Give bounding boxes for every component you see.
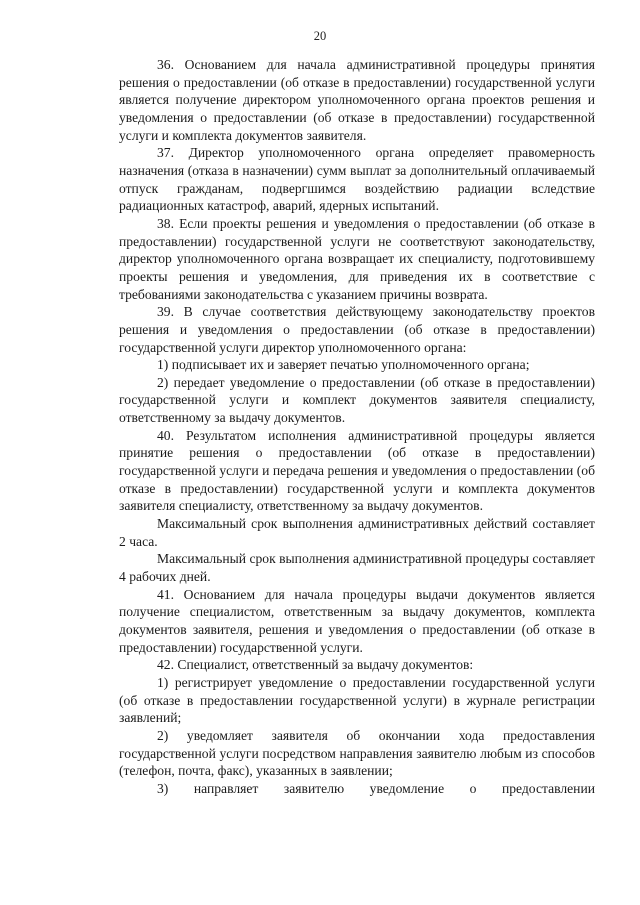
- paragraph-42: 42. Специалист, ответственный за выдачу документов:: [157, 657, 474, 673]
- paragraph-42-item-1: 1) регистрирует уведомление о предоставлении государственной услуги (об отказе в предоставлении государственной услуги) в журнале регистрации заявлений;: [119, 674, 595, 726]
- paragraph-40: 40. Результатом исполнения административной процедуры является принятие решения о предоставлении (об отказе в предоставлении) государственной услуги и передача решения и уведомления о предоставлении (об отказе в предоставлении) государственной услуги и комплекта документов заявителя специалисту, ответственному за выдачу документов.: [119, 427, 595, 514]
- paragraph-max-time-procedure: Максимальный срок выполнения административной процедуры составляет 4 рабочих дней.: [119, 551, 595, 585]
- paragraph-39-item-1: 1) подписывает их и заверяет печатью уполномоченного органа;: [157, 357, 530, 373]
- paragraph-max-time-actions: Максимальный срок выполнения административных действий составляет 2 часа.: [119, 516, 595, 549]
- page-number: 20: [313, 29, 327, 43]
- paragraph-38: 38. Если проекты решения и уведомления о предоставлении (об отказе в предоставлении) государственной услуги не соответствуют законодательству, директор уполномоченного органа возвращает их специалисту, подготовившему проекты решения и уведомления, для приведения их в соответствие с требованиями законодательства с указанием причины возврата.: [119, 215, 595, 302]
- paragraph-39-item-2: 2) передает уведомление о предоставлении (об отказе в предоставлении) государственной услуги и комплект документов заявителя специалисту, ответственному за выдачу документов.: [119, 374, 595, 426]
- paragraph-37: 37. Директор уполномоченного органа определяет правомерность назначения (отказа в назначении) сумм выплат за дополнительный оплачиваемый отпуск гражданам, подвергшимся воздействию радиации вследствие радиационных катастроф, аварий, ядерных испытаний.: [119, 145, 595, 214]
- paragraph-39: 39. В случае соответствия действующему законодательству проектов решения и уведомления о предоставлении (об отказе в предоставлении) государственной услуги директор уполномоченного органа:: [119, 304, 595, 355]
- paragraph-36: 36. Основанием для начала административной процедуры принятия решения о предоставлении (об отказе в предоставлении) государственной услуги является получение директором уполномоченного органа проектов решения и уведомления о предоставлении (об отказе в предоставлении) государственной услуги и комплекта документов заявителя.: [119, 57, 595, 143]
- document-body: [119, 56, 595, 798]
- paragraph-41: 41. Основанием для начала процедуры выдачи документов является получение специалистом, ответственным за выдачу документов, комплекта документов заявителя, решения и уведомления о предоставлении (об отказе в предоставлении) государственной услуги.: [119, 586, 595, 655]
- paragraph-42-item-3: 3) направляет заявителю уведомление о предоставлении: [157, 780, 595, 796]
- paragraph-42-item-2: 2) уведомляет заявителя об окончании хода предоставления государственной услуги посредством направления заявителю любым из способов (телефон, почта, факс), указанных в заявлении;: [119, 727, 595, 779]
